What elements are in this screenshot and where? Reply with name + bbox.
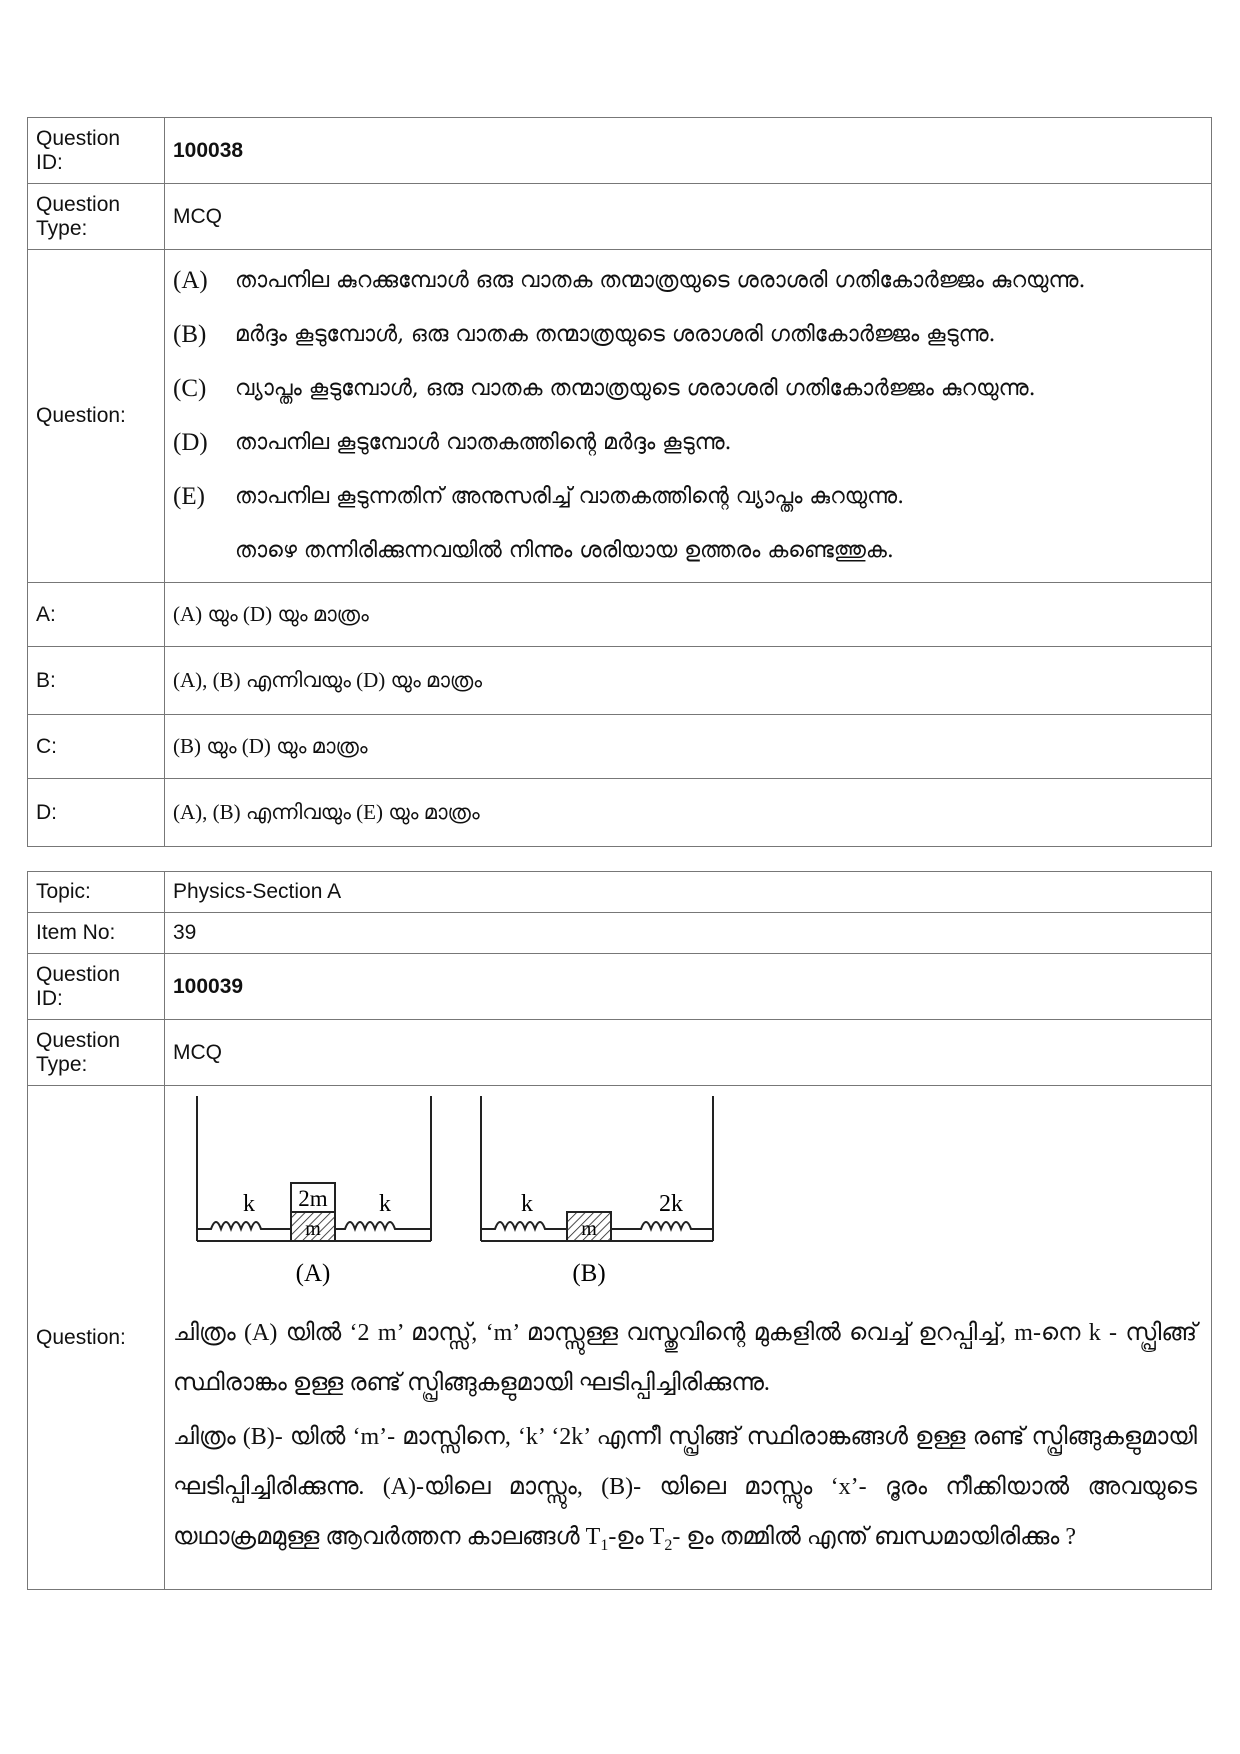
option-a-label: A: bbox=[28, 583, 165, 647]
statement-key: (A) bbox=[173, 267, 208, 294]
figure-a bbox=[197, 1096, 431, 1287]
question-type-value: MCQ bbox=[165, 184, 1212, 250]
spring-left bbox=[481, 1222, 567, 1229]
question-id-label: Question ID: bbox=[28, 118, 165, 184]
paragraph-2-end: - ഉം തമ്മിൽ എന്ത് ബന്ധമായിരിക്കും ? bbox=[672, 1524, 1076, 1550]
statement-e bbox=[173, 470, 1203, 524]
option-d-label: D: bbox=[28, 779, 165, 847]
question-instruction: താഴെ തന്നിരിക്കുന്നവയിൽ നിന്നും ശരിയായ ഉത്തരം കണ്ടെത്തുക. bbox=[235, 538, 894, 563]
question-type-value: MCQ bbox=[165, 1020, 1212, 1086]
option-c-text: (B) യും (D) യും മാത്രം bbox=[165, 715, 1212, 779]
question-id-label: Question ID: bbox=[28, 954, 165, 1020]
question-body bbox=[165, 250, 1212, 583]
question-paragraph-2 bbox=[173, 1412, 1203, 1571]
mass-label: m bbox=[581, 1218, 597, 1240]
statement-text: മർദ്ദം കൂടുമ്പോൾ, ഒരു വാതക തന്മാത്രയുടെ ശരാശരി ഗതികോർജ്ജം കൂടുന്നു. bbox=[235, 322, 996, 347]
topic-value: Physics-Section A bbox=[165, 872, 1212, 913]
spring-mass-figure bbox=[175, 1096, 735, 1296]
statement-key: (B) bbox=[173, 321, 207, 348]
statement-text: താപനില കുറക്കുമ്പോൾ ഒരു വാതക തന്മാത്രയുടെ ശരാശരി ഗതികോർജ്ജം കുറയുന്നു. bbox=[235, 268, 1086, 293]
question-label: Question: bbox=[28, 1086, 165, 1590]
paragraph-2-text: ചിത്രം (B)- യിൽ ‘m’- മാസ്സിനെ, ‘k’ ‘2k’ എന്നീ സ്പ്രിങ്ങ് സ്ഥിരാങ്കങ്ങൾ ഉള്ള രണ്ട് സ്പ്രിങ്ങുകളുമായി ഘടിപ്പിച്ചിരിക്കുന്നു. (A)-യിലെ മാസ്സും, (B)- യിലെ മാസ്സും ‘x’- ദൂരം നീക്കിയാൽ അവയുടെ യഥാക്രമമുള്ള ആവർത്തന കാലങ്ങൾ bbox=[173, 1424, 1197, 1550]
option-b-text: (A), (B) എന്നിവയും (D) യും മാത്രം bbox=[165, 647, 1212, 715]
statement-text: താപനില കൂടുന്നതിന് അനുസരിച്ച് വാതകത്തിന്റെ വ്യാപ്തം കുറയുന്നു. bbox=[235, 484, 905, 509]
period-t2: $T_2$ bbox=[649, 1524, 673, 1554]
spring-label: k bbox=[521, 1191, 533, 1217]
question-type-label: Question Type: bbox=[28, 1020, 165, 1086]
statement-d bbox=[173, 416, 1203, 470]
statement-key: (D) bbox=[173, 429, 208, 456]
option-d-text: (A), (B) എന്നിവയും (E) യും മാത്രം bbox=[165, 779, 1212, 847]
spring-left bbox=[197, 1222, 290, 1229]
statement-key: (E) bbox=[173, 483, 205, 510]
caption-b: (B) bbox=[572, 1260, 606, 1287]
question-type-label: Question Type: bbox=[28, 184, 165, 250]
statement-b bbox=[173, 308, 1203, 362]
question-39-table bbox=[27, 871, 1212, 1590]
topic-label: Topic: bbox=[28, 872, 165, 913]
question-38-table bbox=[27, 117, 1212, 847]
caption-a: (A) bbox=[295, 1260, 331, 1287]
question-id-value: 100039 bbox=[165, 954, 1212, 1020]
item-no-label: Item No: bbox=[28, 913, 165, 954]
item-no-value: 39 bbox=[165, 913, 1212, 954]
spring-right bbox=[612, 1222, 713, 1229]
question-paragraph-1: ചിത്രം (A) യിൽ ‘2 m’ മാസ്സ്, ‘m’ മാസ്സുള്ള വസ്തുവിന്റെ മുകളിൽ വെച്ച് ഉറപ്പിച്ച്, m-നെ k - സ്പ്രിങ്ങ് സ്ഥിരാങ്കം ഉള്ള രണ്ട് സ്പ്രിങ്ങുകളുമായി ഘടിപ്പിച്ചിരിക്കുന്നു. bbox=[173, 1320, 1197, 1396]
statement-c bbox=[173, 362, 1203, 416]
top-mass-label: 2m bbox=[298, 1186, 328, 1211]
option-a-text: (A) യും (D) യും മാത്രം bbox=[165, 583, 1212, 647]
question-body bbox=[165, 1086, 1212, 1590]
statement-text: താപനില കൂടുമ്പോൾ വാതകത്തിന്റെ മർദ്ദം കൂടുന്നു. bbox=[235, 430, 732, 455]
spring-label: k bbox=[243, 1191, 255, 1217]
spring-right bbox=[336, 1222, 431, 1229]
statement-text: വ്യാപ്തം കൂടുമ്പോൾ, ഒരു വാതക തന്മാത്രയുടെ ശരാശരി ഗതികോർജ്ജം കുറയുന്നു. bbox=[235, 376, 1036, 401]
figure-b bbox=[481, 1096, 713, 1287]
option-c-label: C: bbox=[28, 715, 165, 779]
statement-key: (C) bbox=[173, 375, 207, 402]
question-label: Question: bbox=[28, 250, 165, 583]
period-t1: $T_1-ഉം$ bbox=[585, 1524, 644, 1554]
spring-label: k bbox=[379, 1191, 391, 1217]
option-b-label: B: bbox=[28, 647, 165, 715]
statement-a bbox=[173, 254, 1203, 308]
mass-label: m bbox=[305, 1218, 321, 1240]
question-id-value: 100038 bbox=[165, 118, 1212, 184]
spring-label: 2k bbox=[659, 1191, 683, 1217]
